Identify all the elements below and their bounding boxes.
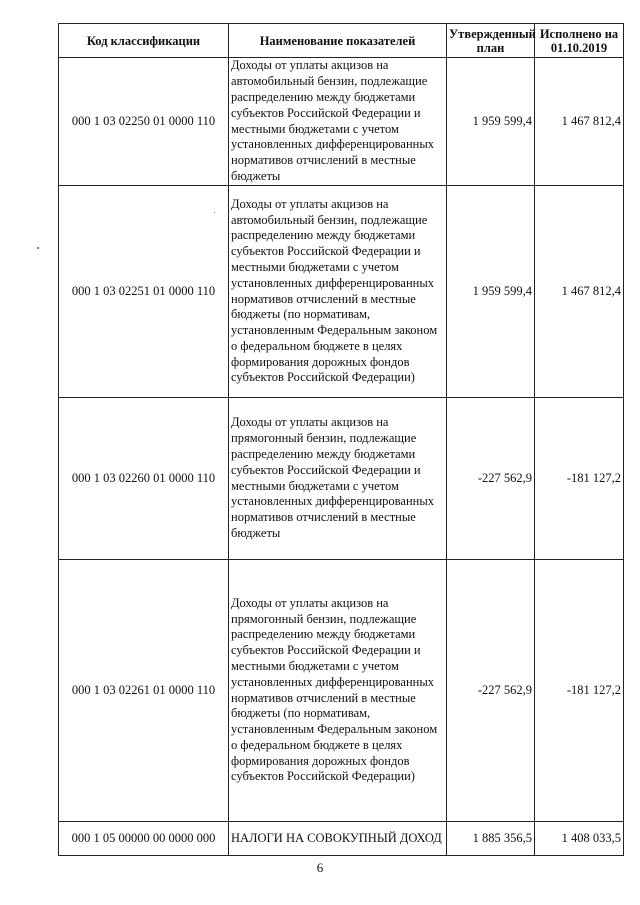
cell-plan: -227 562,9 <box>447 398 535 560</box>
header-code: Код классификации <box>59 24 229 58</box>
cell-plan: -227 562,9 <box>447 560 535 822</box>
table-row <box>59 186 624 398</box>
cell-name: Доходы от уплаты акцизов на прямогонный бензин, подлежащие распределению между бюджетами субъектов Российской Федерации и местными бюджетами с учетом установленных дифференцированных нормативов отчислений в местные бюджеты <box>229 398 447 560</box>
cell-name: НАЛОГИ НА СОВОКУПНЫЙ ДОХОД <box>229 822 447 856</box>
page-number: 6 <box>316 860 324 875</box>
cell-plan: 1 959 599,4 <box>447 58 535 186</box>
cell-plan: 1 959 599,4 <box>447 186 535 398</box>
cell-executed: 1 467 812,4 <box>535 186 624 398</box>
cell-plan: 1 885 356,5 <box>447 822 535 856</box>
cell-name: Доходы от уплаты акцизов на прямогонный бензин, подлежащие распределению между бюджетами субъектов Российской Федерации и местными бюджетами с учетом установленных дифференцированных нормативов отчислений в местные бюджеты (по нормативам, установленным Федеральным законом о федеральном бюджете в целях формирования дорожных фондов субъектов Российской Федерации) <box>229 560 447 822</box>
header-plan: Утвержденный план <box>447 24 535 58</box>
scan-speck <box>37 247 39 249</box>
cell-code: 000 1 03 02250 01 0000 110 <box>59 58 229 186</box>
cell-executed: 1 408 033,5 <box>535 822 624 856</box>
table-row <box>59 58 624 186</box>
cell-executed: 1 467 812,4 <box>535 58 624 186</box>
table-row <box>59 822 624 856</box>
header-executed: Исполнено на 01.10.2019 <box>535 24 624 58</box>
cell-name: Доходы от уплаты акцизов на автомобильный бензин, подлежащие распределению между бюджетами субъектов Российской Федерации и местными бюджетами с учетом установленных дифференцированных нормативов отчислений в местные бюджеты (по нормативам, установленным Федеральным законом о федеральном бюджете в целях формирования дорожных фондов субъектов Российской Федерации) <box>229 186 447 398</box>
scan-speck <box>214 212 215 213</box>
cell-code: 000 1 03 02260 01 0000 110 <box>59 398 229 560</box>
cell-code: 000 1 05 00000 00 0000 000 <box>59 822 229 856</box>
table-header-row <box>59 24 624 58</box>
cell-executed: -181 127,2 <box>535 398 624 560</box>
cell-code: 000 1 03 02261 01 0000 110 <box>59 560 229 822</box>
revenue-table <box>58 23 624 856</box>
table-row <box>59 398 624 560</box>
cell-code: 000 1 03 02251 01 0000 110 <box>59 186 229 398</box>
table-row <box>59 560 624 822</box>
cell-executed: -181 127,2 <box>535 560 624 822</box>
header-name: Наименование показателей <box>229 24 447 58</box>
cell-name: Доходы от уплаты акцизов на автомобильный бензин, подлежащие распределению между бюджетами субъектов Российской Федерации и местными бюджетами с учетом установленных дифференцированных нормативов отчислений в местные бюджеты <box>229 58 447 186</box>
